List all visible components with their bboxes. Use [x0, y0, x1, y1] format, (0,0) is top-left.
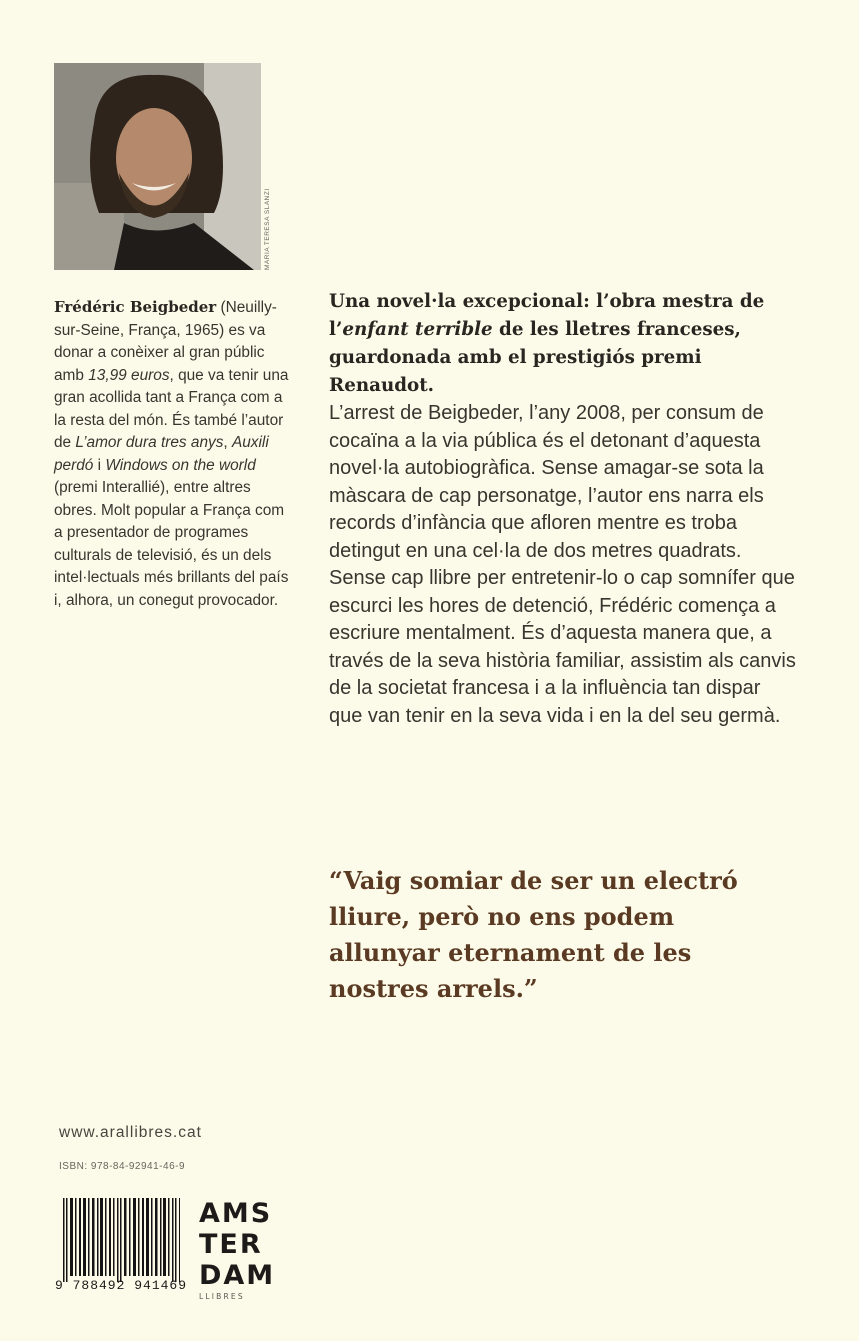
- publisher-website: www.arallibres.cat: [59, 1124, 202, 1141]
- blurb: [329, 288, 799, 730]
- blurb-lead-emphasis: enfant terrible: [342, 319, 493, 340]
- logo-line-1: AMS: [199, 1198, 273, 1229]
- blurb-lead-text-2: de les lletres franceses, guardonada amb el prestigiós premi Renaudot.: [329, 319, 741, 396]
- bio-text-4: i: [93, 456, 106, 474]
- blurb-body: L’arrest de Beigbeder, l’any 2008, per consum de cocaïna a la via pública és el detonant d’aquesta novel·la autobiogràfica. Sense amagar-se sota la màscara de cap personatge, l’autor ens narra els records d’infància que afloren mentre es troba detingut en una cel·la de dos metres quadrats. Sense cap llibre per entretenir-lo o cap somnífer que escurci les hores de detenció, Frédéric comença a escriure mentalment. És d’aquesta manera que, a través de la seva història familiar, assistim als canvis de la societat francesa i a la influència tan dispar que van tenir en la seva vida i en la del seu germà.: [329, 402, 796, 727]
- author-name: Frédéric Beigbeder: [54, 298, 217, 316]
- bio-book-4: Windows on the world: [105, 456, 256, 474]
- bio-book-2: L’amor dura tres anys: [75, 434, 224, 451]
- isbn: ISBN: 978-84-92941-46-9: [59, 1161, 186, 1172]
- publisher-logo: [199, 1198, 289, 1303]
- bio-book-1: 13,99 euros: [88, 366, 170, 384]
- bio-book-3: Auxili perdó: [54, 434, 269, 474]
- bio-text-3: ,: [223, 434, 232, 451]
- bio-text-5: (premi Interallié), entre altres obres. Molt popular a França com a presentador de programes culturals de televisió, és un dels intel·lectuals més brillants del país i, alhora, un conegut provocador.: [54, 479, 289, 609]
- blurb-lead-text-1: Una novel·la excepcional: l’obra mestra de l’: [329, 291, 765, 340]
- logo-line-3: DAM: [199, 1260, 276, 1291]
- logo-line-2: TER: [199, 1229, 263, 1260]
- author-bio: [54, 296, 294, 612]
- barcode-number: 9 788492 941469: [55, 1278, 188, 1293]
- bio-text-1: (Neuilly-sur-Seine, França, 1965) es va donar a conèixer al gran públic amb: [54, 299, 277, 384]
- logo-subtitle: LLIBRES: [199, 1292, 245, 1301]
- bio-text-2: , que va tenir una gran acollida tant a França com a la resta del món. És també l’autor de: [54, 366, 289, 451]
- author-photo: [54, 63, 261, 270]
- photo-credit: MARIA TERESA SLANZI: [264, 188, 271, 270]
- pull-quote: “Vaig somiar de ser un electró lliure, però no ens podem allunyar eternament de les nostres arrels.”: [329, 866, 738, 1003]
- barcode: [55, 1198, 190, 1296]
- blurb-lead: [329, 288, 799, 400]
